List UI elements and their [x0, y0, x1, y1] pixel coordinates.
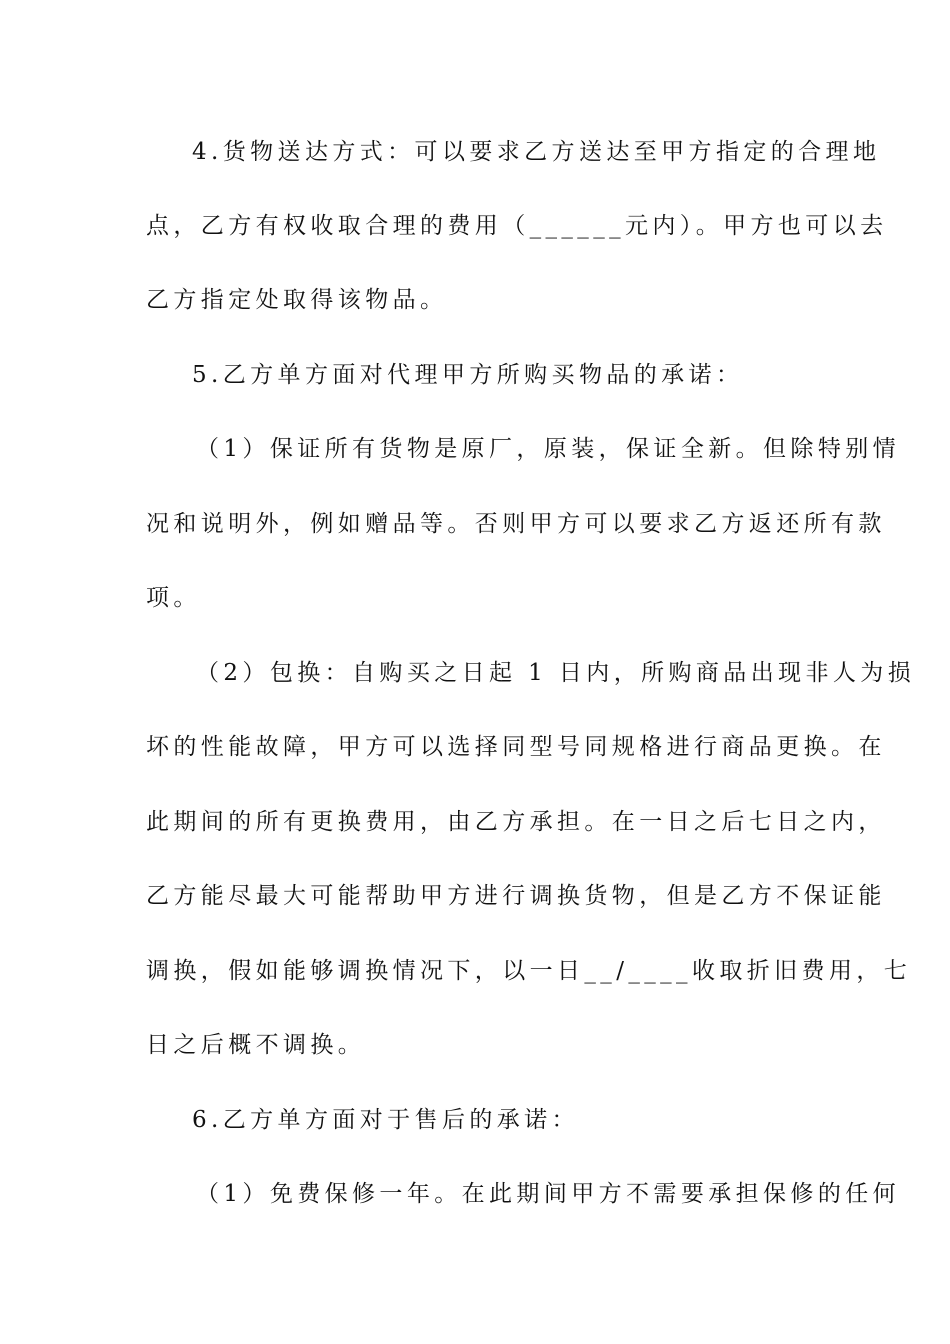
text-line: （2）包换：自购买之日起 1 日内，所购商品出现非人为损 [196, 660, 916, 686]
text-line: （1）免费保修一年。在此期间甲方不需要承担保修的任何 [196, 1181, 901, 1207]
text-line: 点，乙方有权收取合理的费用（______元内）。甲方也可以去 [146, 213, 888, 239]
text-line: 项。 [146, 585, 201, 611]
text-line: 此期间的所有更换费用，由乙方承担。在一日之后七日之内， [146, 809, 886, 835]
text-line: 日之后概不调换。 [146, 1032, 366, 1058]
text-line: 调换，假如能够调换情况下，以一日__/____收取折旧费用，七 [146, 958, 912, 984]
text-line: 况和说明外，例如赠品等。否则甲方可以要求乙方返还所有款 [146, 511, 886, 537]
text-line: 4.货物送达方式：可以要求乙方送达至甲方指定的合理地 [192, 139, 881, 165]
text-line: 5.乙方单方面对代理甲方所购买物品的承诺： [192, 362, 744, 388]
text-line: （1）保证所有货物是原厂，原装，保证全新。但除特别情 [196, 436, 901, 462]
text-line: 6.乙方单方面对于售后的承诺： [192, 1107, 579, 1133]
text-line: 乙方能尽最大可能帮助甲方进行调换货物，但是乙方不保证能 [146, 883, 886, 909]
text-line: 坏的性能故障，甲方可以选择同型号同规格进行商品更换。在 [146, 734, 886, 760]
text-line: 乙方指定处取得该物品。 [146, 287, 448, 313]
